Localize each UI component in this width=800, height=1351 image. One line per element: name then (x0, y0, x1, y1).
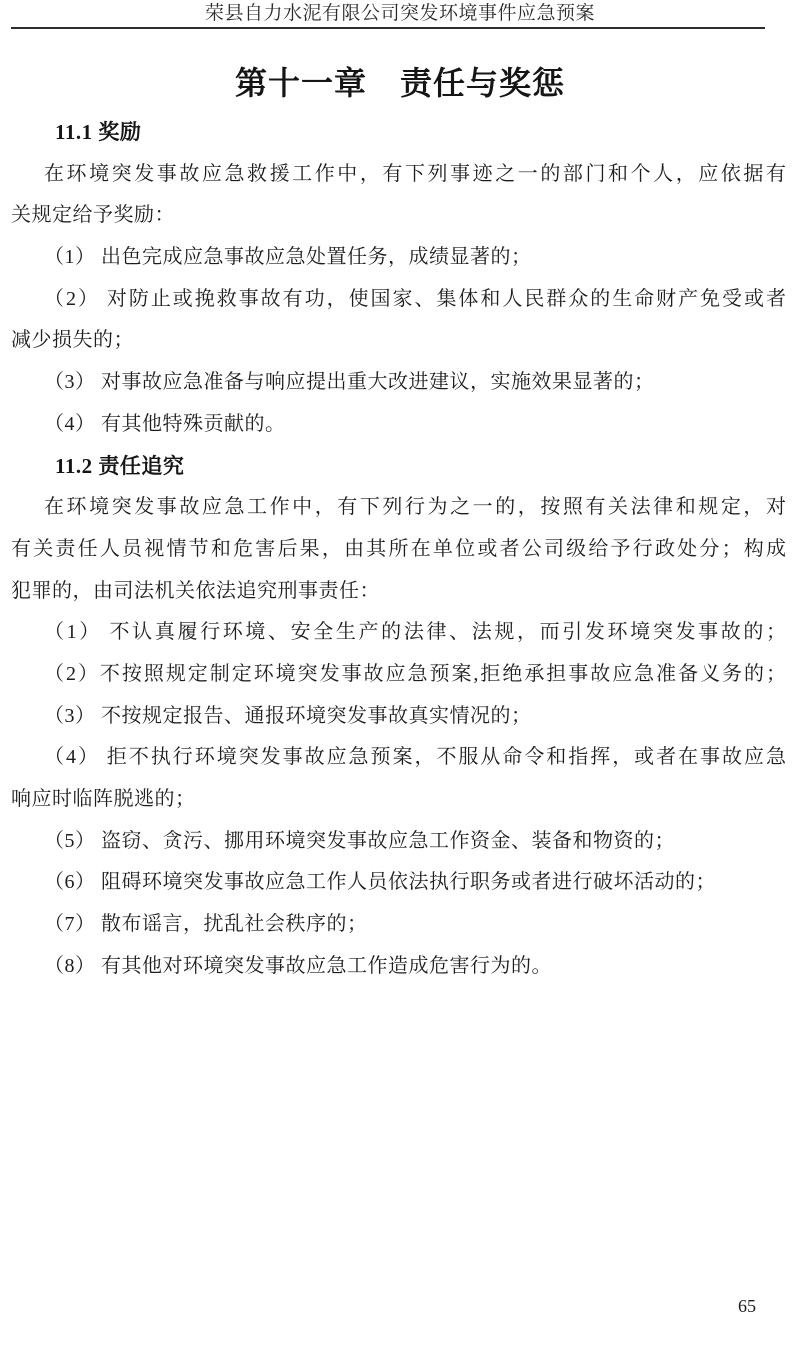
text-line: 有关责任人员视情节和危害后果，由其所在单位或者公司级给予行政处分；构成 (11, 537, 786, 560)
list-item: （4） 有其他特殊贡献的。 (44, 412, 286, 435)
text-line: 在环境突发事故应急工作中，有下列行为之一的，按照有关法律和规定，对 (44, 496, 786, 519)
list-item: （1） 不认真履行环境、安全生产的法律、法规，而引发环境突发事故的； (44, 621, 786, 644)
list-item: （5） 盗窃、贪污、挪用环境突发事故应急工作资金、装备和物资的； (44, 829, 675, 852)
header-title: 荣县自力水泥有限公司突发环境事件应急预案 (204, 3, 595, 24)
list-item: （4） 拒不执行环境突发事故应急预案，不服从命令和指挥，或者在事故应急 (44, 746, 786, 769)
list-item: （1） 出色完成应急事故应急处置任务，成绩显著的； (44, 246, 532, 269)
list-item: （2）不按照规定制定环境突发事故应急预案,拒绝承担事故应急准备义务的； (44, 662, 786, 685)
list-item: （3） 对事故应急准备与响应提出重大改进建议，实施效果显著的； (44, 371, 655, 394)
list-item: （7） 散布谣言，扰乱社会秩序的； (44, 913, 368, 936)
list-item: （6） 阻碍环境突发事故应急工作人员依法执行职务或者进行破坏活动的； (44, 871, 716, 894)
page-header (0, 0, 800, 29)
text-line: 犯罪的，由司法机关依法追究刑事责任： (11, 579, 380, 602)
list-item: （3） 不按规定报告、通报环境突发事故真实情况的； (44, 704, 532, 727)
header-rule (11, 27, 765, 29)
page-number: 65 (738, 1296, 756, 1316)
text-line: 关规定给予奖励： (11, 204, 175, 227)
text-line: 响应时临阵脱逃的； (11, 788, 196, 810)
text-line: 在环境突发事故应急救援工作中，有下列事迹之一的部门和个人，应依据有 (44, 162, 786, 185)
document-body (11, 112, 786, 987)
list-item: （8） 有其他对环境突发事故应急工作造成危害行为的。 (44, 954, 552, 977)
section-heading-11-2: 11.2 责任追究 (55, 453, 185, 478)
chapter-title: 第十一章 责任与奖惩 (234, 65, 565, 101)
section-heading-11-1: 11.1 奖励 (55, 120, 142, 144)
list-item: （2） 对防止或挽救事故有功，使国家、集体和人民群众的生命财产免受或者 (44, 287, 786, 310)
text-line: 减少损失的； (11, 329, 134, 352)
